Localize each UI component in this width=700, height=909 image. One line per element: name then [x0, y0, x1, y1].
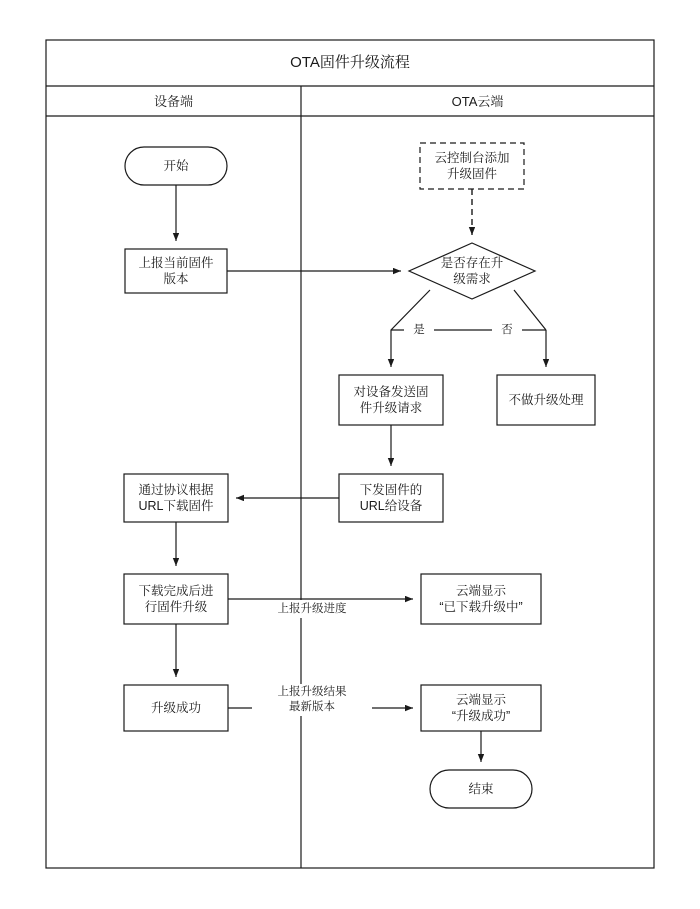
node-no-upgrade[interactable]: 不做升级处理	[508, 393, 584, 407]
node-upgrade[interactable]: 下载完成后进 行固件升级	[138, 584, 214, 614]
node-end[interactable]: 结束	[468, 782, 494, 796]
node-need-upgrade[interactable]: 是否存在升 级需求	[440, 256, 504, 286]
node-send-request[interactable]: 对设备发送固 件升级请求	[353, 385, 429, 415]
lane-header-cloud: OTA云端	[451, 93, 504, 109]
diagram-title: OTA固件升级流程	[290, 54, 410, 72]
edge-label-progress: 上报升级进度	[252, 600, 372, 618]
node-start[interactable]: 开始	[163, 159, 189, 173]
node-console-add[interactable]: 云控制台添加 升级固件	[434, 151, 510, 181]
node-cloud-success[interactable]: 云端显示 “升级成功”	[451, 693, 511, 723]
node-send-url[interactable]: 下发固件的 URL给设备	[359, 483, 423, 513]
edge-label-yes: 是	[404, 322, 434, 338]
node-report-version[interactable]: 上报当前固件 版本	[138, 256, 214, 286]
edge-label-no: 否	[492, 322, 522, 338]
node-upgrade-success[interactable]: 升级成功	[150, 701, 201, 715]
lane-header-device: 设备端	[153, 93, 193, 109]
node-cloud-downloading[interactable]: 云端显示 “已下载升级中”	[439, 584, 523, 614]
node-download[interactable]: 通过协议根据 URL下载固件	[138, 483, 214, 513]
edge-label-result: 上报升级结果 最新版本	[252, 684, 372, 716]
